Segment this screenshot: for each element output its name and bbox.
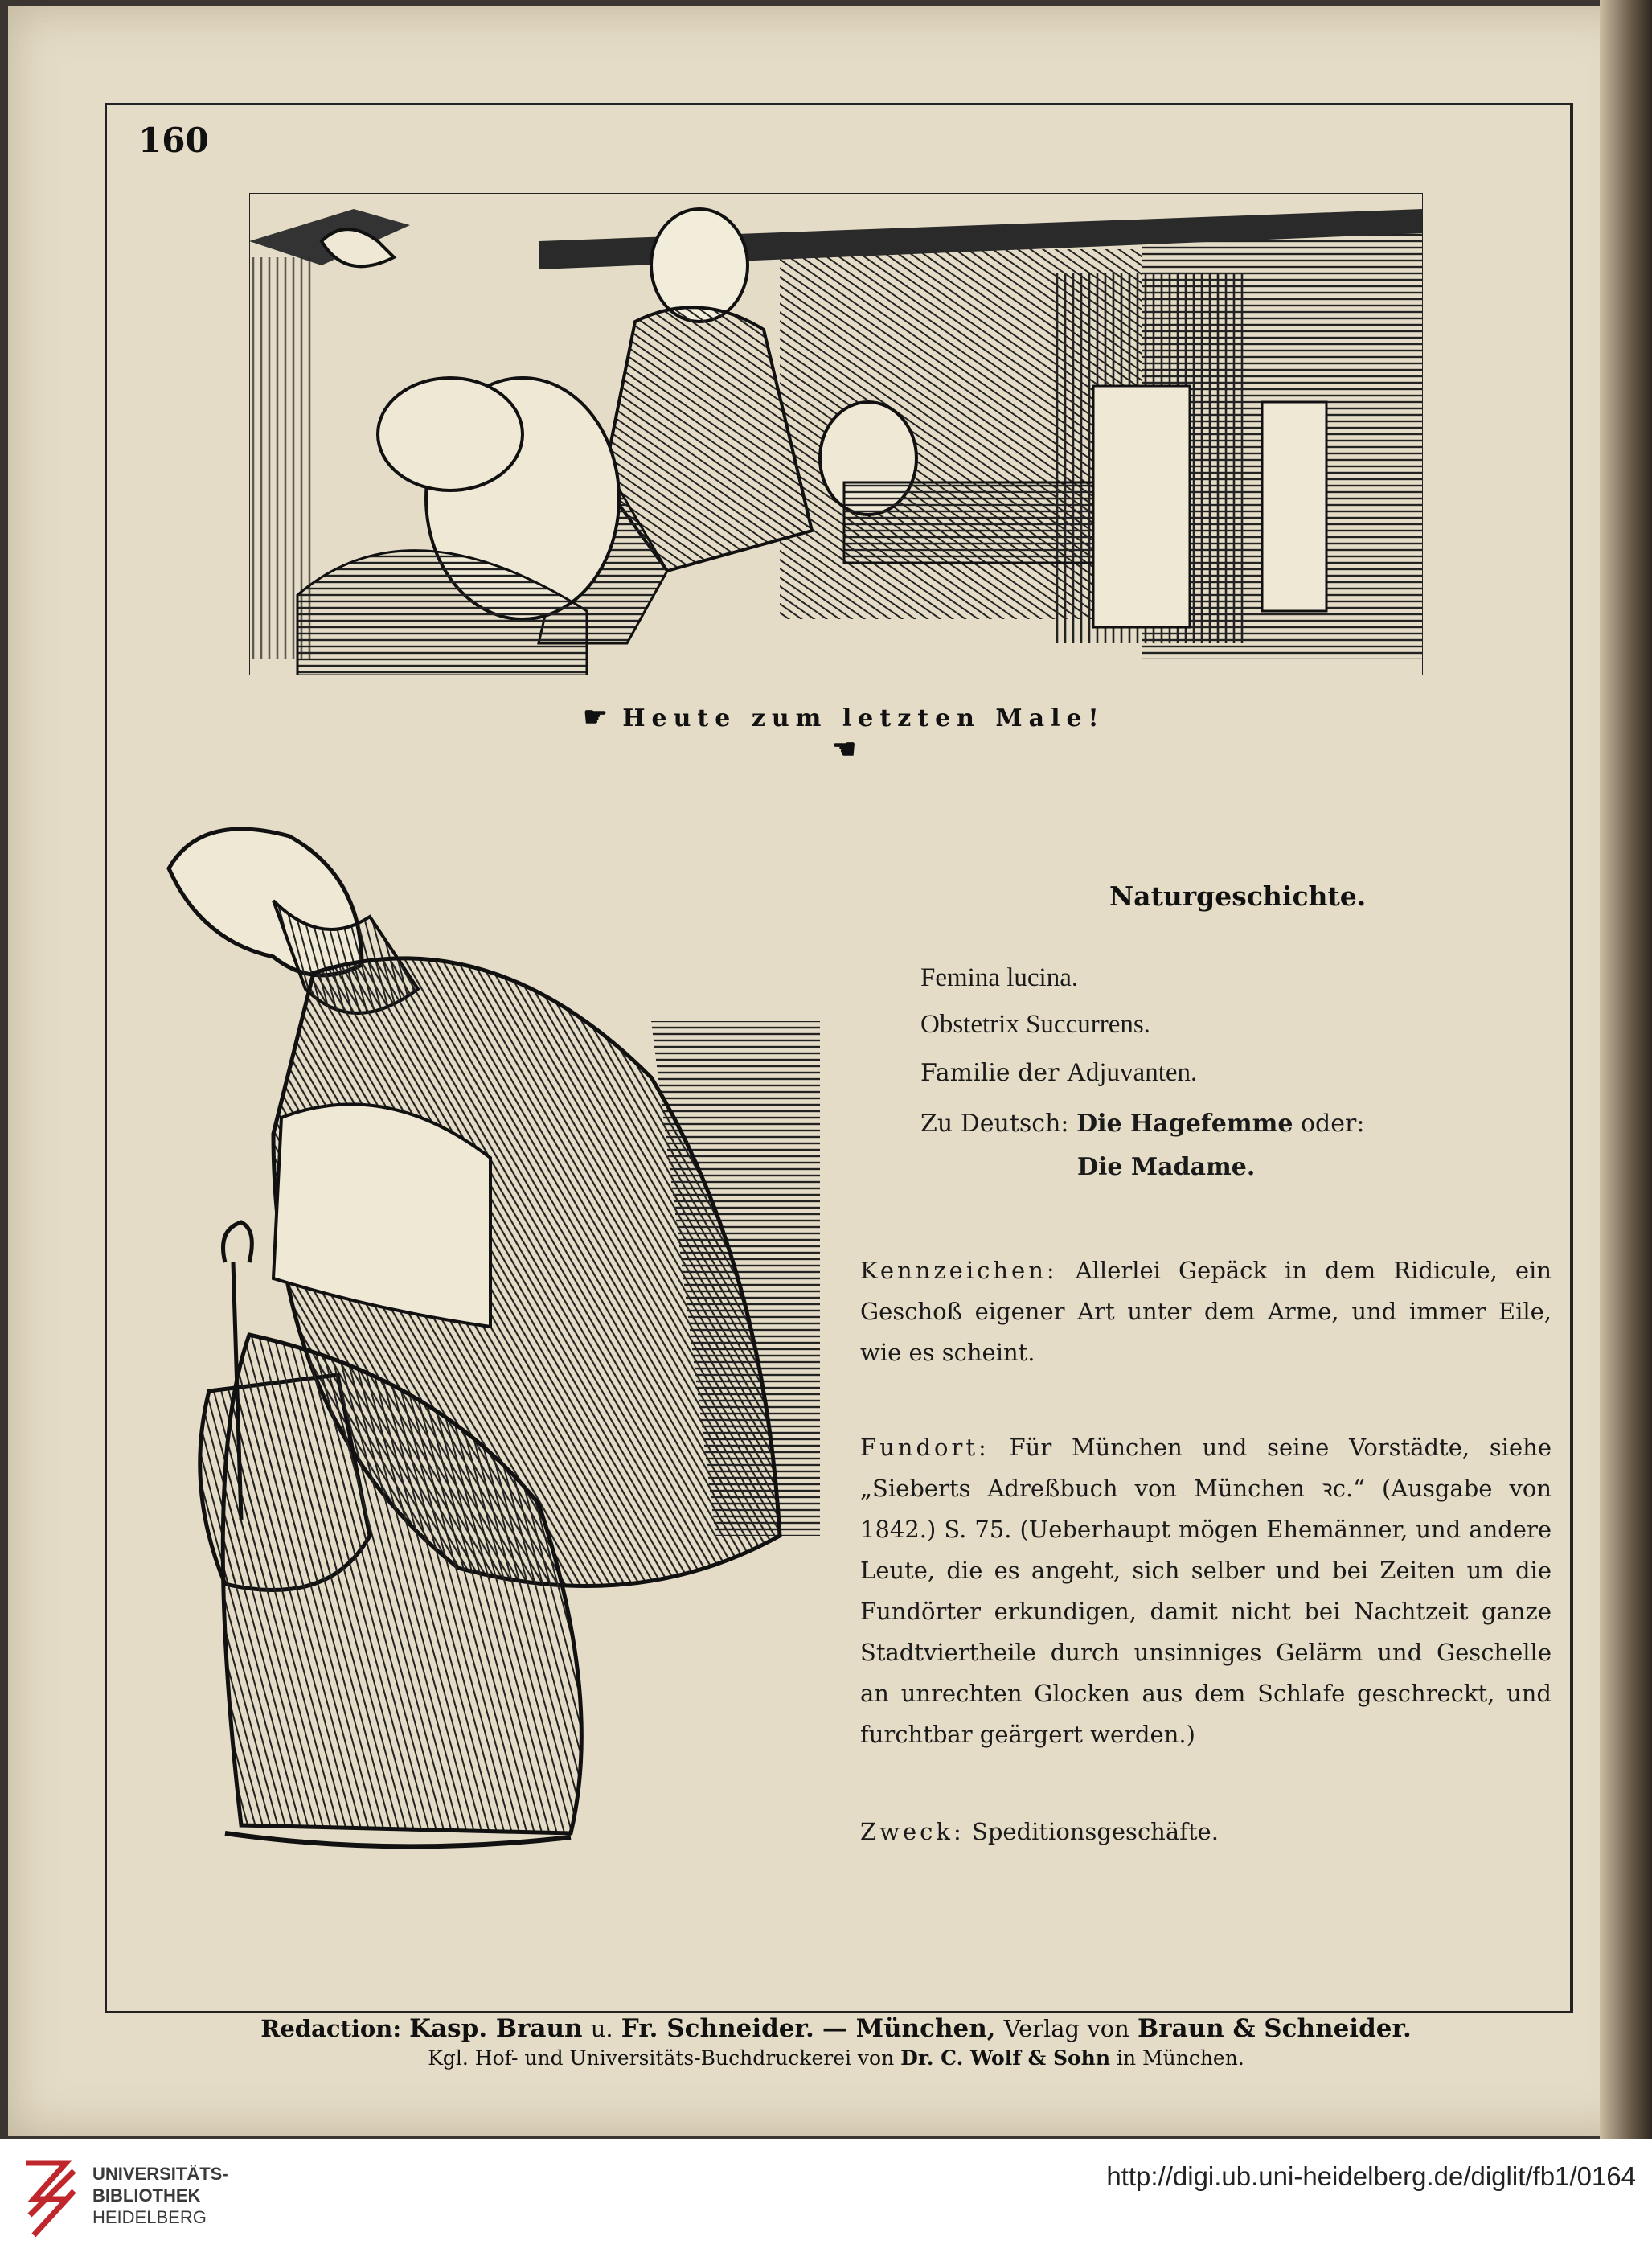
publisher-label: Verlag von	[1003, 2015, 1129, 2042]
german-name: Die Hagefemme	[1076, 1110, 1293, 1138]
kennzeichen-paragraph	[860, 1250, 1552, 1373]
zweck-paragraph	[860, 1812, 1552, 1853]
fundort-text: Für München und seine Vorstädte, siehe „Sieberts Adreßbuch von München ꝛc.“ (Ausgabe von 1842.) S. 75. (Ueberhaupt mögen Ehemänner, und andere Leute, die es angeht, sich selber und bei Zeiten um die Fundörter erkundigen, damit nicht bei Nachtzeit ganze Stadtviertheile durch unsinniges Gelärm und Geschelle an unrechten Glocken aus dem Schlafe geschreckt, und furchtbar geärgert werden.)	[860, 1434, 1552, 1748]
kennzeichen-label: Kennzeichen:	[860, 1257, 1058, 1284]
latin-name-1: Femina lucina.	[920, 963, 1079, 992]
imprint-line-1	[105, 2014, 1568, 2043]
pointing-hand-icon: ☚	[831, 733, 857, 765]
fundort-paragraph	[860, 1427, 1552, 1749]
library-name-line-3: HEIDELBERG	[92, 2207, 207, 2227]
kennzeichen-text: Allerlei Gepäck in dem Ridicule, ein Geschoß eigener Art unter dem Arme, und immer Eile, wie es scheint.	[860, 1257, 1552, 1366]
imprint-line-2	[105, 2046, 1568, 2070]
viewer-footer-bar	[0, 2139, 1652, 2257]
printer-label: Kgl. Hof- und Universitäts-Buchdruckerei von	[428, 2046, 895, 2070]
latin-name-2: Obstetrix Succurrens.	[920, 1010, 1150, 1039]
caption-text: Heute zum letzten Male!	[622, 704, 1105, 732]
illustration-caption	[579, 701, 1109, 765]
redaction-label: Redaction:	[260, 2015, 402, 2042]
german-alt: Die Madame.	[1077, 1153, 1256, 1181]
publisher: Braun & Schneider.	[1137, 2014, 1412, 2043]
editor-1: Kasp. Braun	[409, 2014, 583, 2043]
fundort-label: Fundort:	[860, 1434, 990, 1461]
crier-illustration	[249, 193, 1423, 675]
permalink-url[interactable]: http://digi.ub.uni-heidelberg.de/diglit/fb1/0164	[1106, 2161, 1636, 2191]
family-prefix: Familie der	[920, 1059, 1060, 1087]
section-heading: Naturgeschichte.	[1109, 880, 1367, 912]
pointing-hand-icon: ☛	[583, 701, 608, 733]
family-line	[920, 1052, 1197, 1094]
midwife-illustration	[153, 812, 820, 1865]
german-line	[920, 1103, 1364, 1145]
and-word: u.	[590, 2015, 613, 2042]
editor-2: Fr. Schneider.	[621, 2014, 814, 2043]
library-name-line-1: UNIVERSITÄTS-	[92, 2164, 228, 2184]
library-logo-icon	[18, 2155, 82, 2239]
library-name	[92, 2163, 228, 2228]
german-prefix: Zu Deutsch:	[920, 1110, 1069, 1138]
city: — München,	[822, 2014, 996, 2043]
zweck-text: Speditionsgeschäfte.	[971, 1818, 1219, 1845]
imprint-footer	[105, 2014, 1568, 2070]
library-name-line-2: BIBLIOTHEK	[92, 2185, 201, 2206]
page-number: 160	[138, 121, 209, 160]
printer-city: in München.	[1116, 2046, 1244, 2070]
book-spine	[1600, 0, 1652, 2139]
family-name: Adjuvanten.	[1067, 1058, 1198, 1087]
zweck-label: Zweck:	[860, 1818, 965, 1845]
german-or: oder:	[1300, 1110, 1365, 1138]
printer: Dr. C. Wolf & Sohn	[900, 2046, 1111, 2070]
